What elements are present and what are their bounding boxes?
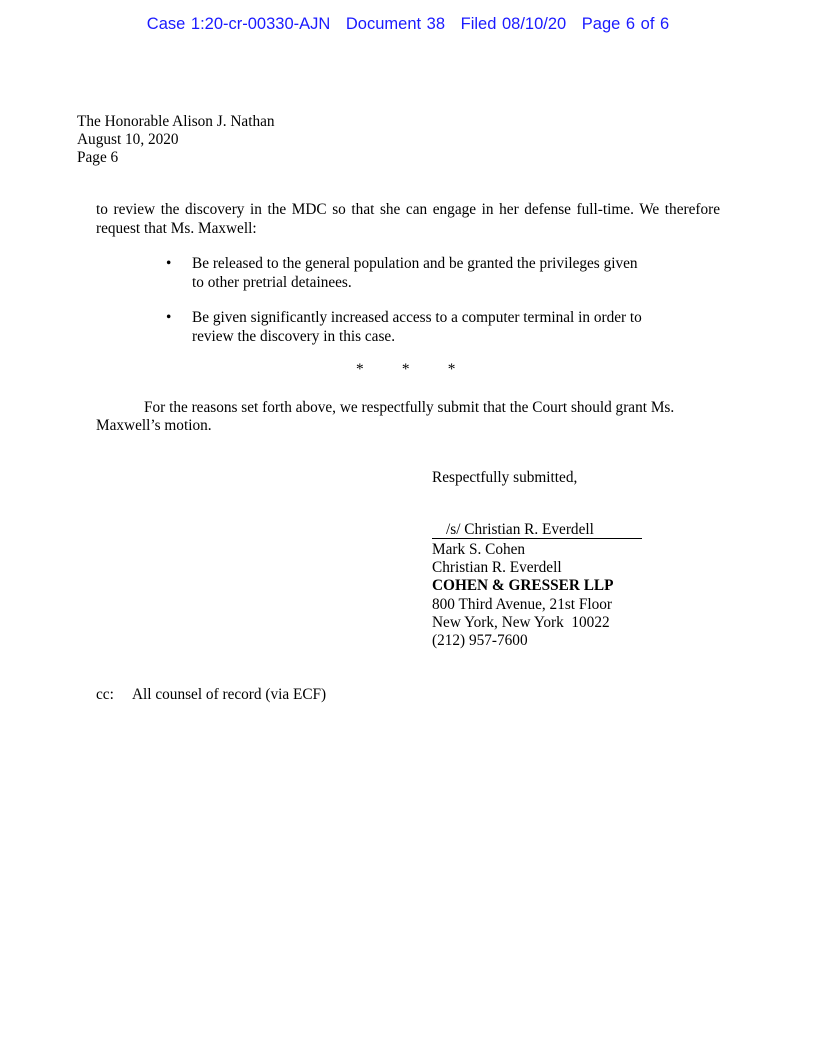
letter-page: Page 6 [77, 149, 119, 166]
paragraph-2-line-2: Maxwell’s motion. [96, 417, 212, 434]
cc-label: cc: [96, 686, 114, 703]
bullet-text: Be released to the general population and be granted the privileges given [192, 255, 638, 272]
document-number: Document 38 [345, 15, 446, 33]
bullet-text: to other pretrial detainees. [192, 274, 352, 291]
paragraph-2-line-1: For the reasons set forth above, we respectfully submit that the Court should grant Ms. [144, 399, 675, 416]
case-number: Case 1:20-cr-00330-AJN [146, 15, 331, 33]
cc-text: All counsel of record (via ECF) [132, 686, 327, 703]
firm-phone: (212) 957-7600 [432, 632, 528, 649]
bullet-text: Be given significantly increased access to a computer terminal in order to [192, 309, 642, 326]
section-separator: * * * [356, 361, 456, 378]
bullet-text: review the discovery in this case. [192, 328, 396, 345]
bullet-item [166, 254, 638, 292]
firm-address-2: New York, New York 10022 [432, 614, 610, 631]
closing: Respectfully submitted, [432, 469, 578, 486]
paragraph-1: to review the discovery in the MDC so that she can engage in her defense full-time. We therefore request that Ms. Maxwell: [96, 201, 720, 237]
letter-date: August 10, 2020 [77, 131, 179, 148]
firm-name: COHEN & GRESSER LLP [432, 577, 614, 594]
signature-line [432, 522, 642, 539]
recipient: The Honorable Alison J. Nathan [77, 113, 275, 130]
bullet-icon: • [166, 309, 172, 326]
page-number: Page 6 of 6 [581, 15, 670, 33]
signature: /s/ Christian R. Everdell [446, 521, 594, 538]
attorney-name: Christian R. Everdell [432, 559, 562, 576]
attorney-name: Mark S. Cohen [432, 541, 526, 558]
bullet-item [166, 308, 642, 346]
ecf-header [0, 15, 816, 33]
firm-address-1: 800 Third Avenue, 21st Floor [432, 596, 613, 613]
bullet-icon: • [166, 255, 172, 272]
filed-date: Filed 08/10/20 [460, 15, 567, 33]
